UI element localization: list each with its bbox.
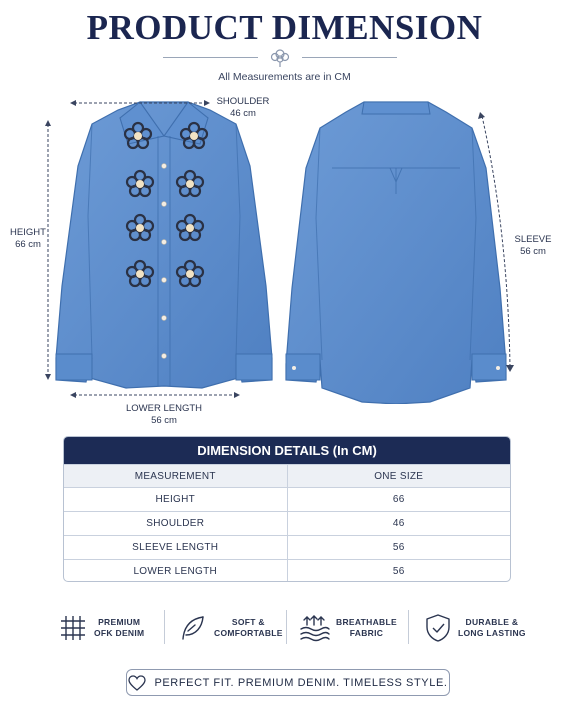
airflow-icon bbox=[298, 613, 330, 643]
height-label: HEIGHT bbox=[10, 227, 46, 238]
table-row bbox=[64, 559, 510, 582]
feature-strip bbox=[50, 606, 530, 650]
title-divider-right bbox=[302, 57, 397, 58]
lower-length-measure bbox=[114, 403, 214, 427]
row-label: SHOULDER bbox=[146, 518, 205, 529]
table-header-row bbox=[64, 464, 510, 487]
feature-premium-denim bbox=[58, 606, 144, 650]
fabric-weave-icon bbox=[58, 613, 88, 643]
cotton-flower-icon bbox=[268, 46, 292, 68]
feature-line: COMFORTABLE bbox=[214, 628, 283, 638]
shoulder-value: 46 cm bbox=[230, 108, 256, 119]
shield-check-icon bbox=[424, 613, 452, 643]
page-title: PRODUCT DIMENSION bbox=[86, 8, 483, 47]
feature-line: LONG LASTING bbox=[458, 628, 526, 638]
feature-breathable bbox=[298, 606, 397, 650]
feature-divider bbox=[408, 610, 409, 644]
dimension-table-title: DIMENSION DETAILS (In CM) bbox=[64, 437, 510, 464]
title-divider-left bbox=[163, 57, 258, 58]
shoulder-measure bbox=[206, 96, 280, 120]
page-subtitle: All Measurements are in CM bbox=[218, 71, 351, 83]
row-label: HEIGHT bbox=[155, 494, 196, 505]
feather-icon bbox=[178, 613, 208, 643]
feature-line: DURABLE & bbox=[465, 617, 519, 627]
feature-line: OFK DENIM bbox=[94, 628, 145, 638]
feature-line: PREMIUM bbox=[98, 617, 141, 627]
row-value: 66 bbox=[287, 488, 511, 511]
lower-length-value: 56 cm bbox=[151, 415, 177, 426]
sleeve-value: 56 cm bbox=[520, 246, 546, 257]
feature-divider bbox=[286, 610, 287, 644]
tagline-text: PERFECT FIT. PREMIUM DENIM. TIMELESS STYLE. bbox=[154, 676, 448, 689]
feature-line: FABRIC bbox=[349, 628, 384, 638]
feature-durable bbox=[424, 606, 526, 650]
tagline-banner bbox=[126, 669, 450, 696]
feature-line: BREATHABLE bbox=[336, 617, 397, 627]
row-value: 56 bbox=[287, 536, 511, 559]
feature-line: SOFT & bbox=[231, 617, 265, 627]
height-value: 66 cm bbox=[15, 239, 41, 250]
table-row bbox=[64, 511, 510, 535]
column-header-measurement: MEASUREMENT bbox=[134, 471, 216, 482]
sleeve-measure bbox=[508, 234, 558, 258]
row-value: 46 bbox=[287, 512, 511, 535]
shoulder-arrow bbox=[70, 98, 210, 108]
lower-length-arrow bbox=[70, 390, 240, 400]
heart-icon bbox=[128, 675, 146, 691]
table-row bbox=[64, 487, 510, 511]
lower-length-label: LOWER LENGTH bbox=[125, 403, 202, 414]
feature-divider bbox=[164, 610, 165, 644]
shoulder-label: SHOULDER bbox=[216, 96, 270, 107]
shirt-front-image bbox=[52, 96, 276, 392]
row-label: SLEEVE LENGTH bbox=[132, 542, 219, 553]
feature-soft-comfortable bbox=[178, 606, 283, 650]
column-header-one-size: ONE SIZE bbox=[287, 465, 511, 487]
sleeve-label: SLEEVE bbox=[514, 234, 552, 245]
dimension-table bbox=[63, 436, 511, 582]
row-value: 56 bbox=[287, 560, 511, 582]
table-row bbox=[64, 535, 510, 559]
height-measure bbox=[2, 227, 54, 251]
row-label: LOWER LENGTH bbox=[133, 566, 218, 577]
